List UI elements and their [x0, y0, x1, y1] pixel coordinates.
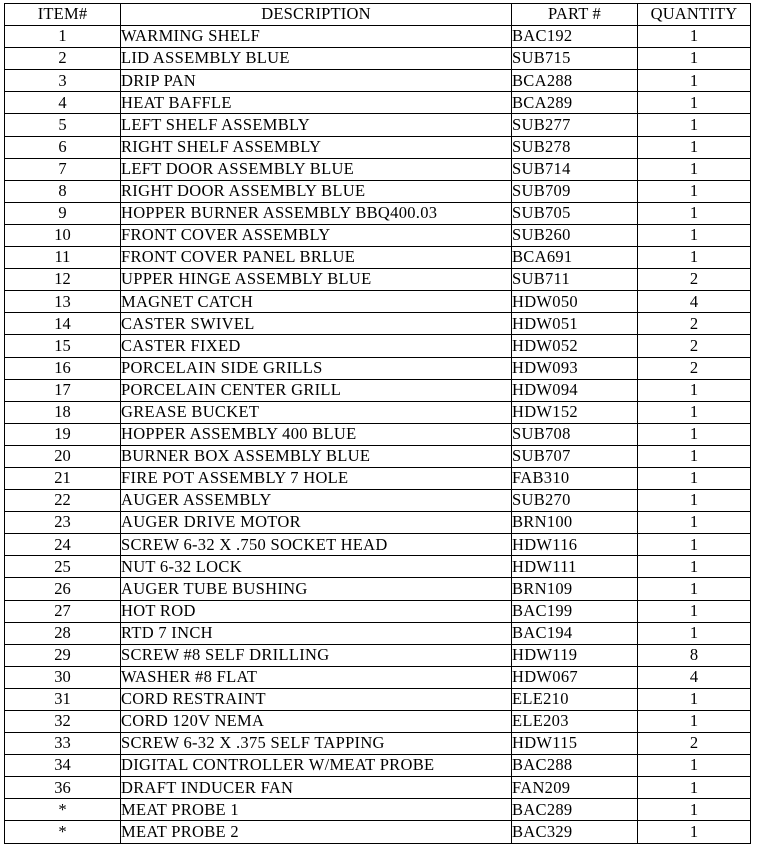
item-number-cell: 31 [5, 688, 121, 710]
part-number-cell: HDW051 [512, 313, 638, 335]
quantity-cell: 1 [638, 224, 751, 246]
table-row [5, 379, 751, 401]
description-cell: UPPER HINGE ASSEMBLY BLUE [121, 269, 512, 291]
item-number-cell: 13 [5, 291, 121, 313]
quantity-cell: 1 [638, 578, 751, 600]
description-cell: BURNER BOX ASSEMBLY BLUE [121, 445, 512, 467]
item-number-cell: 28 [5, 622, 121, 644]
item-number-cell: 17 [5, 379, 121, 401]
description-cell: WARMING SHELF [121, 26, 512, 48]
table-row [5, 202, 751, 224]
part-number-cell: ELE210 [512, 688, 638, 710]
table-row [5, 26, 751, 48]
item-number-cell: 2 [5, 48, 121, 70]
description-cell: DRAFT INDUCER FAN [121, 777, 512, 799]
description-cell: AUGER ASSEMBLY [121, 490, 512, 512]
quantity-cell: 1 [638, 48, 751, 70]
item-number-cell: 34 [5, 755, 121, 777]
quantity-cell: 1 [638, 379, 751, 401]
item-number-cell: * [5, 799, 121, 821]
item-number-cell: 27 [5, 600, 121, 622]
quantity-cell: 1 [638, 711, 751, 733]
description-cell: CASTER FIXED [121, 335, 512, 357]
table-row [5, 755, 751, 777]
part-number-cell: BCA288 [512, 70, 638, 92]
table-row [5, 48, 751, 70]
part-number-cell: SUB708 [512, 423, 638, 445]
item-number-cell: 1 [5, 26, 121, 48]
description-cell: DIGITAL CONTROLLER W/MEAT PROBE [121, 755, 512, 777]
description-cell: RIGHT SHELF ASSEMBLY [121, 136, 512, 158]
parts-table [4, 3, 751, 844]
table-row [5, 644, 751, 666]
item-number-cell: 33 [5, 733, 121, 755]
part-number-cell: BAC329 [512, 821, 638, 843]
part-number-cell: SUB715 [512, 48, 638, 70]
item-number-cell: 12 [5, 269, 121, 291]
quantity-cell: 2 [638, 357, 751, 379]
description-cell: HOPPER ASSEMBLY 400 BLUE [121, 423, 512, 445]
table-row [5, 401, 751, 423]
quantity-cell: 1 [638, 821, 751, 843]
item-number-cell: 29 [5, 644, 121, 666]
quantity-cell: 4 [638, 291, 751, 313]
quantity-cell: 1 [638, 92, 751, 114]
description-cell: CORD RESTRAINT [121, 688, 512, 710]
part-number-cell: HDW119 [512, 644, 638, 666]
table-row [5, 490, 751, 512]
header-description: DESCRIPTION [121, 4, 512, 26]
part-number-cell: BAC288 [512, 755, 638, 777]
quantity-cell: 1 [638, 534, 751, 556]
quantity-cell: 1 [638, 490, 751, 512]
table-row [5, 445, 751, 467]
table-row [5, 622, 751, 644]
part-number-cell: BCA289 [512, 92, 638, 114]
description-cell: FRONT COVER PANEL BRLUE [121, 247, 512, 269]
table-row [5, 291, 751, 313]
table-row [5, 114, 751, 136]
item-number-cell: 9 [5, 202, 121, 224]
item-number-cell: 19 [5, 423, 121, 445]
part-number-cell: HDW115 [512, 733, 638, 755]
item-number-cell: 11 [5, 247, 121, 269]
table-row [5, 711, 751, 733]
part-number-cell: SUB709 [512, 180, 638, 202]
item-number-cell: 20 [5, 445, 121, 467]
part-number-cell: HDW093 [512, 357, 638, 379]
quantity-cell: 1 [638, 622, 751, 644]
quantity-cell: 2 [638, 335, 751, 357]
item-number-cell: 21 [5, 467, 121, 489]
description-cell: AUGER TUBE BUSHING [121, 578, 512, 600]
description-cell: HOT ROD [121, 600, 512, 622]
item-number-cell: 18 [5, 401, 121, 423]
quantity-cell: 1 [638, 401, 751, 423]
description-cell: HOPPER BURNER ASSEMBLY BBQ400.03 [121, 202, 512, 224]
quantity-cell: 1 [638, 26, 751, 48]
quantity-cell: 1 [638, 445, 751, 467]
table-row [5, 247, 751, 269]
item-number-cell: 6 [5, 136, 121, 158]
table-row [5, 777, 751, 799]
part-number-cell: SUB711 [512, 269, 638, 291]
description-cell: LEFT SHELF ASSEMBLY [121, 114, 512, 136]
description-cell: PORCELAIN CENTER GRILL [121, 379, 512, 401]
part-number-cell: HDW067 [512, 666, 638, 688]
quantity-cell: 1 [638, 158, 751, 180]
table-row [5, 158, 751, 180]
description-cell: NUT 6-32 LOCK [121, 556, 512, 578]
table-row [5, 733, 751, 755]
table-row [5, 136, 751, 158]
description-cell: CORD 120V NEMA [121, 711, 512, 733]
part-number-cell: HDW050 [512, 291, 638, 313]
part-number-cell: SUB278 [512, 136, 638, 158]
table-row [5, 269, 751, 291]
quantity-cell: 1 [638, 467, 751, 489]
quantity-cell: 2 [638, 733, 751, 755]
quantity-cell: 1 [638, 114, 751, 136]
part-number-cell: HDW116 [512, 534, 638, 556]
table-row [5, 70, 751, 92]
description-cell: DRIP PAN [121, 70, 512, 92]
description-cell: HEAT BAFFLE [121, 92, 512, 114]
header-quantity: QUANTITY [638, 4, 751, 26]
item-number-cell: 24 [5, 534, 121, 556]
part-number-cell: BAC199 [512, 600, 638, 622]
description-cell: SCREW 6-32 X .375 SELF TAPPING [121, 733, 512, 755]
table-row [5, 600, 751, 622]
quantity-cell: 1 [638, 688, 751, 710]
table-row [5, 556, 751, 578]
description-cell: RTD 7 INCH [121, 622, 512, 644]
part-number-cell: FAN209 [512, 777, 638, 799]
part-number-cell: BRN100 [512, 512, 638, 534]
item-number-cell: 32 [5, 711, 121, 733]
table-row [5, 688, 751, 710]
quantity-cell: 1 [638, 556, 751, 578]
item-number-cell: 30 [5, 666, 121, 688]
description-cell: LID ASSEMBLY BLUE [121, 48, 512, 70]
item-number-cell: 23 [5, 512, 121, 534]
quantity-cell: 1 [638, 247, 751, 269]
item-number-cell: 5 [5, 114, 121, 136]
item-number-cell: * [5, 821, 121, 843]
part-number-cell: SUB705 [512, 202, 638, 224]
description-cell: AUGER DRIVE MOTOR [121, 512, 512, 534]
header-item: ITEM# [5, 4, 121, 26]
header-part-number: PART # [512, 4, 638, 26]
table-row [5, 534, 751, 556]
quantity-cell: 2 [638, 269, 751, 291]
header-row [5, 4, 751, 26]
table-row [5, 799, 751, 821]
description-cell: LEFT DOOR ASSEMBLY BLUE [121, 158, 512, 180]
part-number-cell: BCA691 [512, 247, 638, 269]
item-number-cell: 3 [5, 70, 121, 92]
quantity-cell: 1 [638, 180, 751, 202]
table-row [5, 578, 751, 600]
description-cell: SCREW #8 SELF DRILLING [121, 644, 512, 666]
parts-list [4, 3, 751, 844]
item-number-cell: 7 [5, 158, 121, 180]
item-number-cell: 15 [5, 335, 121, 357]
description-cell: CASTER SWIVEL [121, 313, 512, 335]
table-row [5, 335, 751, 357]
part-number-cell: HDW111 [512, 556, 638, 578]
part-number-cell: HDW152 [512, 401, 638, 423]
table-row [5, 512, 751, 534]
table-row [5, 666, 751, 688]
table-row [5, 821, 751, 843]
quantity-cell: 1 [638, 136, 751, 158]
table-row [5, 423, 751, 445]
quantity-cell: 2 [638, 313, 751, 335]
description-cell: WASHER #8 FLAT [121, 666, 512, 688]
description-cell: MAGNET CATCH [121, 291, 512, 313]
table-row [5, 313, 751, 335]
table-header [5, 4, 751, 26]
part-number-cell: BAC192 [512, 26, 638, 48]
description-cell: RIGHT DOOR ASSEMBLY BLUE [121, 180, 512, 202]
description-cell: PORCELAIN SIDE GRILLS [121, 357, 512, 379]
quantity-cell: 1 [638, 755, 751, 777]
description-cell: MEAT PROBE 1 [121, 799, 512, 821]
part-number-cell: FAB310 [512, 467, 638, 489]
item-number-cell: 10 [5, 224, 121, 246]
table-row [5, 92, 751, 114]
item-number-cell: 36 [5, 777, 121, 799]
item-number-cell: 26 [5, 578, 121, 600]
part-number-cell: SUB707 [512, 445, 638, 467]
part-number-cell: SUB260 [512, 224, 638, 246]
table-row [5, 357, 751, 379]
description-cell: FIRE POT ASSEMBLY 7 HOLE [121, 467, 512, 489]
quantity-cell: 1 [638, 512, 751, 534]
part-number-cell: HDW094 [512, 379, 638, 401]
table-row [5, 180, 751, 202]
table-row [5, 224, 751, 246]
item-number-cell: 25 [5, 556, 121, 578]
item-number-cell: 14 [5, 313, 121, 335]
part-number-cell: SUB270 [512, 490, 638, 512]
quantity-cell: 1 [638, 799, 751, 821]
item-number-cell: 4 [5, 92, 121, 114]
item-number-cell: 16 [5, 357, 121, 379]
quantity-cell: 1 [638, 777, 751, 799]
quantity-cell: 1 [638, 70, 751, 92]
part-number-cell: BAC194 [512, 622, 638, 644]
item-number-cell: 22 [5, 490, 121, 512]
description-cell: SCREW 6-32 X .750 SOCKET HEAD [121, 534, 512, 556]
part-number-cell: ELE203 [512, 711, 638, 733]
quantity-cell: 1 [638, 423, 751, 445]
quantity-cell: 8 [638, 644, 751, 666]
quantity-cell: 4 [638, 666, 751, 688]
quantity-cell: 1 [638, 600, 751, 622]
description-cell: MEAT PROBE 2 [121, 821, 512, 843]
part-number-cell: SUB277 [512, 114, 638, 136]
table-row [5, 467, 751, 489]
description-cell: FRONT COVER ASSEMBLY [121, 224, 512, 246]
description-cell: GREASE BUCKET [121, 401, 512, 423]
part-number-cell: HDW052 [512, 335, 638, 357]
part-number-cell: SUB714 [512, 158, 638, 180]
part-number-cell: BAC289 [512, 799, 638, 821]
item-number-cell: 8 [5, 180, 121, 202]
part-number-cell: BRN109 [512, 578, 638, 600]
table-body [5, 26, 751, 843]
quantity-cell: 1 [638, 202, 751, 224]
